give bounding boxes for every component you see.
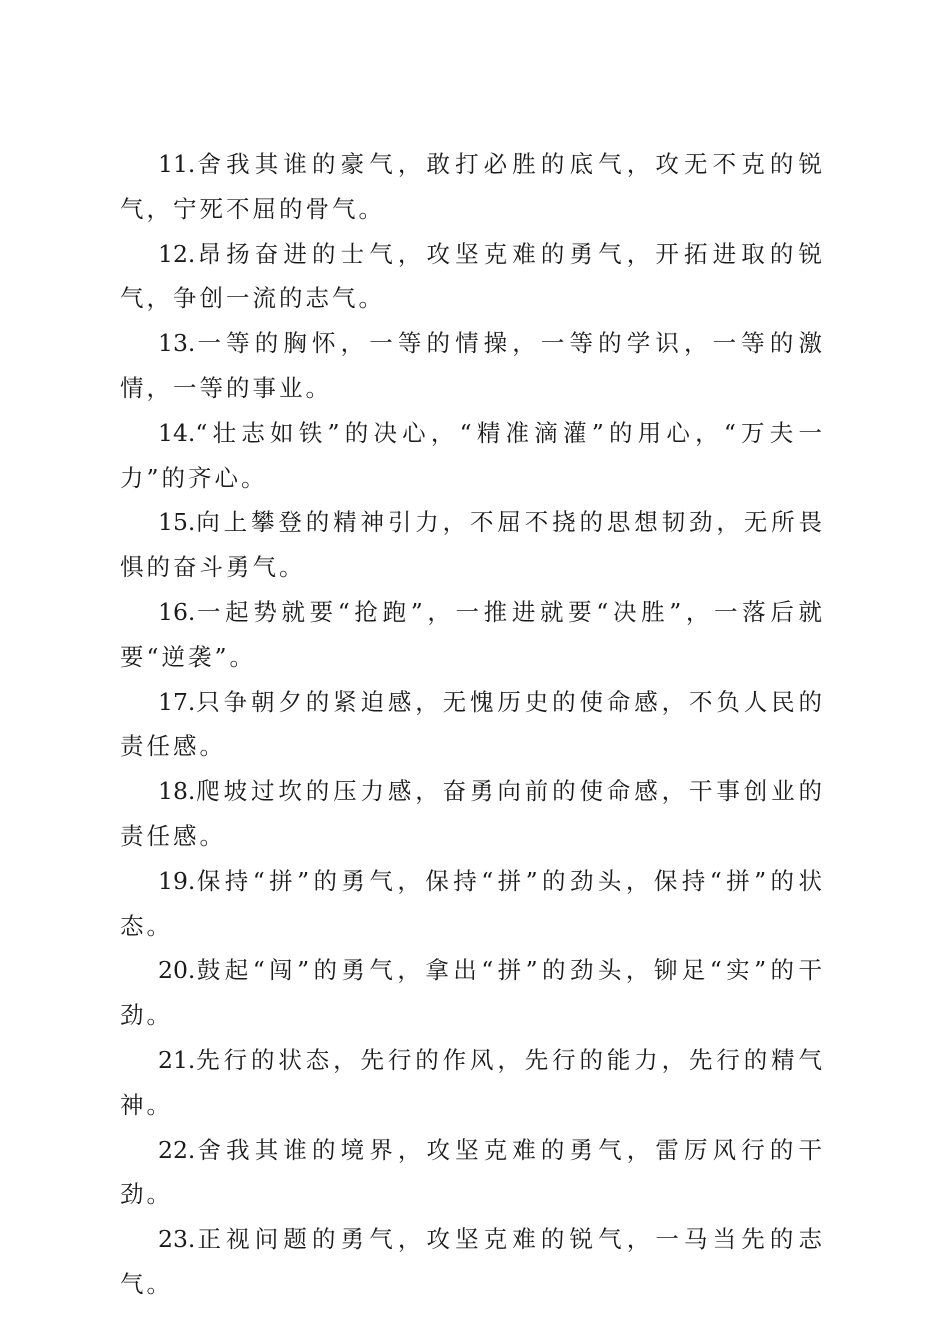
item-text: 爬坡过坎的压力感，奋勇向前的使命感，干事创业的责任感。 [120,777,825,850]
item-number: 20. [158,956,196,985]
item-number: 15. [158,508,196,537]
item-text: 保持“拼”的勇气，保持“拼”的劲头，保持“拼”的状态。 [120,866,825,940]
item-number: 11. [158,150,196,178]
item-number: 16. [158,597,196,626]
list-item-11 [120,142,825,232]
item-text: 先行的状态，先行的作风，先行的能力，先行的精气神。 [120,1045,825,1119]
list-item-19 [120,859,825,949]
item-number: 21. [158,1045,196,1074]
item-text: 鼓起“闯”的勇气，拿出“拼”的劲头，铆足“实”的干劲。 [120,956,825,1030]
item-text: 舍我其谁的豪气，敢打必胜的底气，攻无不克的锐气，宁死不屈的骨气。 [120,150,825,223]
item-text: 向上攀登的精神引力，不屈不挠的思想韧劲，无所畏惧的奋斗勇气。 [120,508,825,582]
item-text: “壮志如铁”的决心，“精准滴灌”的用心，“万夫一力”的齐心。 [120,418,825,492]
item-text: 一等的胸怀，一等的情操，一等的学识，一等的激情，一等的事业。 [120,329,825,402]
list-item-14 [120,411,825,501]
item-number: 13. [158,329,196,358]
list-item-23 [120,1217,825,1307]
item-text: 只争朝夕的紧迫感，无愧历史的使命感，不负人民的责任感。 [120,687,825,761]
item-number: 22. [158,1135,196,1164]
item-number: 17. [158,687,196,716]
item-number: 14. [158,418,196,447]
list-item-12 [120,232,825,322]
list-item-20 [120,948,825,1038]
document-body [120,142,825,1307]
item-number: 23. [158,1225,196,1254]
item-text: 正视问题的勇气，攻坚克难的锐气，一马当先的志气。 [120,1225,825,1298]
item-number: 18. [158,777,196,806]
item-text: 舍我其谁的境界，攻坚克难的勇气，雷厉风行的干劲。 [120,1135,825,1209]
list-item-17 [120,680,825,770]
item-text: 昂扬奋进的士气，攻坚克难的勇气，开拓进取的锐气，争创一流的志气。 [120,239,825,313]
list-item-15 [120,500,825,590]
list-item-16 [120,590,825,680]
item-number: 12. [158,239,196,268]
list-item-22 [120,1128,825,1218]
list-item-13 [120,321,825,411]
list-item-21 [120,1038,825,1128]
item-number: 19. [158,866,196,895]
list-item-18 [120,769,825,859]
item-text: 一起势就要“抢跑”，一推进就要“决胜”，一落后就要“逆袭”。 [120,597,825,671]
